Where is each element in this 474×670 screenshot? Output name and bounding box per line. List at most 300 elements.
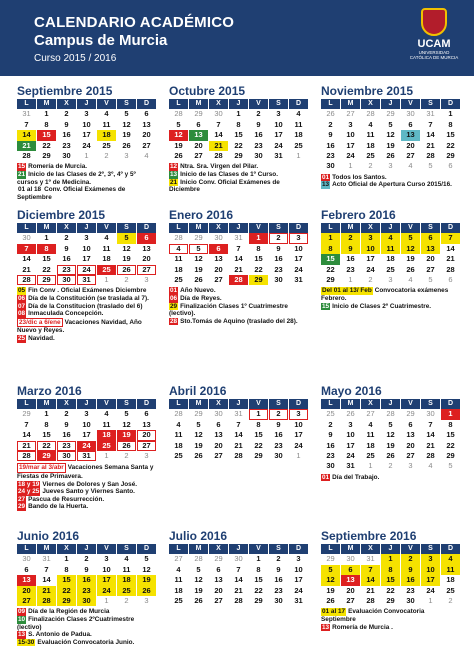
day-cell: 29: [386, 109, 395, 119]
note-item: [17, 488, 155, 496]
day-cell: 2: [256, 109, 261, 119]
day-cell: 28: [426, 450, 435, 460]
weekday-header: X: [209, 223, 228, 233]
day-cell: 20: [194, 140, 203, 150]
day-cell: 25: [386, 264, 395, 274]
note-date: 19/mar al 3/abr: [19, 464, 64, 472]
day-cell: 10: [82, 119, 91, 129]
note-date: 01 al 17: [322, 608, 346, 616]
month-title: Abril 2016: [169, 384, 227, 398]
day-cell: 19: [122, 254, 131, 264]
day-cell: 23: [326, 150, 335, 160]
day-cell: 26: [406, 264, 415, 274]
note-date: 24 y 25: [18, 488, 40, 496]
day-cell: 14: [22, 254, 31, 264]
day-cell: 1: [381, 554, 400, 564]
day-cell: 6: [144, 109, 149, 119]
day-cell: 5: [144, 554, 149, 564]
weekday-header: X: [57, 544, 76, 554]
note-text: Conv. Oficial Exámenes de Septiembre: [17, 186, 126, 201]
month-title: Noviembre 2015: [321, 84, 414, 98]
day-cell: 24: [346, 450, 355, 460]
day-cell: 11: [381, 244, 400, 254]
month-block: [166, 529, 308, 606]
weekday-header: M: [189, 99, 208, 109]
day-cell: 1: [104, 595, 109, 605]
weekday-header: L: [169, 99, 188, 109]
day-cell: 28: [22, 150, 31, 160]
day-cell: 30: [274, 595, 283, 605]
day-cell: 31: [294, 595, 303, 605]
day-cell: 3: [296, 554, 301, 564]
day-cell: 31: [346, 461, 355, 471]
day-cell: 26: [386, 450, 395, 460]
weekday-header: V: [401, 223, 420, 233]
day-cell: 5: [321, 565, 340, 575]
day-cell: 24: [294, 264, 303, 274]
day-cell: 3: [361, 233, 380, 243]
day-cell: 12: [122, 243, 131, 253]
day-cell: 11: [174, 430, 183, 440]
month-block: [318, 384, 460, 481]
weekday-header: V: [401, 399, 420, 409]
weekday-header: X: [57, 223, 76, 233]
day-cell: 3: [289, 409, 308, 419]
day-cell: 9: [84, 564, 89, 574]
day-cell: 18: [102, 254, 111, 264]
day-cell: 2: [328, 419, 333, 429]
day-cell: 23: [77, 586, 96, 596]
day-cell: 4: [408, 274, 413, 284]
day-cell: 8: [256, 419, 261, 429]
day-cell: 25: [174, 450, 183, 460]
weekday-header: M: [37, 99, 56, 109]
day-cell: 31: [22, 109, 31, 119]
note-text: Pascua de Resurrección.: [28, 495, 105, 503]
day-cell: 21: [234, 440, 243, 450]
day-cell: 4: [441, 554, 460, 564]
day-cell: 30: [22, 554, 31, 564]
day-cell: 16: [62, 254, 71, 264]
day-cell: 14: [426, 130, 435, 140]
month-grid: [321, 223, 460, 285]
note-item: [17, 310, 155, 318]
day-cell: 19: [137, 575, 156, 585]
day-cell: 2: [368, 274, 373, 284]
day-cell: 29: [326, 274, 335, 284]
month-grid: [17, 544, 156, 606]
day-cell: 27: [17, 596, 36, 606]
day-cell: 1: [104, 274, 109, 284]
note-item: [17, 463, 155, 480]
weekday-header: S: [421, 544, 440, 554]
note-text: Inmaculada Concepción.: [28, 310, 104, 318]
note-date: 09: [18, 608, 26, 616]
weekday-header: D: [289, 223, 308, 233]
day-cell: 26: [194, 274, 203, 284]
month-grid: [17, 399, 156, 461]
day-cell: 29: [234, 150, 243, 160]
day-cell: 2: [64, 109, 69, 119]
note-item: [321, 624, 459, 632]
day-cell: 20: [17, 586, 36, 596]
day-cell: 26: [326, 595, 335, 605]
day-cell: 30: [234, 554, 243, 564]
day-cell: 30: [62, 150, 71, 160]
note-text: Día de Reyes.: [180, 294, 222, 302]
day-cell: 30: [254, 150, 263, 160]
day-cell: 5: [388, 419, 393, 429]
weekday-header: V: [401, 99, 420, 109]
note-date: 18 y 19: [18, 480, 40, 488]
day-cell: 4: [408, 161, 413, 171]
note-date: 15: [18, 163, 26, 171]
day-cell: 28: [366, 109, 375, 119]
day-cell: 31: [274, 150, 283, 160]
day-cell: 7: [24, 119, 29, 129]
day-cell: 1: [428, 595, 433, 605]
day-cell: 1: [296, 450, 301, 460]
note-item: [17, 503, 155, 511]
day-cell: 10: [82, 243, 91, 253]
day-cell: 2: [328, 119, 333, 129]
day-cell: 9: [276, 419, 281, 429]
day-cell: 26: [137, 586, 156, 596]
day-cell: 13: [421, 244, 440, 254]
day-cell: 29: [249, 275, 268, 285]
day-cell: 21: [37, 586, 56, 596]
weekday-header: X: [361, 544, 380, 554]
day-cell: 31: [77, 275, 96, 285]
day-cell: 11: [174, 254, 183, 264]
month-title: Mayo 2016: [321, 384, 382, 398]
month-grid: [169, 399, 308, 461]
day-cell: 3: [104, 554, 109, 564]
day-cell: 4: [124, 554, 129, 564]
day-cell: 10: [421, 565, 440, 575]
month-grid: [321, 99, 460, 172]
day-cell: 18: [97, 130, 116, 140]
day-cell: 9: [64, 419, 69, 429]
day-cell: 3: [388, 274, 393, 284]
day-cell: 15: [57, 575, 76, 585]
day-cell: 5: [176, 119, 181, 129]
note-text: Evaluación Convocatoria Septiembre: [321, 608, 425, 623]
note-date: 08: [18, 310, 26, 318]
day-cell: 22: [37, 441, 56, 451]
day-cell: 25: [102, 140, 111, 150]
note-date: 07: [18, 302, 26, 310]
weekday-header: M: [37, 544, 56, 554]
note-text: Día de la Región de Murcia: [28, 608, 110, 616]
day-cell: 22: [254, 264, 263, 274]
month-block: [14, 529, 156, 646]
weekday-header: M: [189, 399, 208, 409]
note-text: Finalización Clases 2ºCuatrimestre (lectivo): [17, 615, 135, 631]
day-cell: 8: [64, 564, 69, 574]
day-cell: 1: [441, 409, 460, 419]
day-cell: 8: [256, 564, 261, 574]
note-text: Inicio Conv. Oficial Exámenes de Diciembre: [169, 178, 280, 194]
day-cell: 28: [174, 409, 183, 419]
weekday-header: J: [229, 544, 248, 554]
day-cell: 19: [386, 440, 395, 450]
day-cell: 27: [406, 450, 415, 460]
month-block: [318, 529, 460, 631]
day-cell: 11: [174, 575, 183, 585]
weekday-header: D: [441, 544, 460, 554]
day-cell: 3: [388, 161, 393, 171]
day-cell: 21: [426, 140, 435, 150]
day-cell: 13: [214, 575, 223, 585]
day-cell: 1: [348, 161, 353, 171]
day-cell: 18: [117, 575, 136, 585]
day-cell: 18: [386, 254, 395, 264]
weekday-header: V: [249, 544, 268, 554]
day-cell: 9: [401, 565, 420, 575]
logo-subtext: UNIVERSIDAD CATÓLICA DE MURCIA: [409, 50, 459, 60]
weekday-header: V: [249, 99, 268, 109]
day-cell: 7: [428, 419, 433, 429]
day-cell: 17: [366, 254, 375, 264]
note-item: [17, 186, 155, 201]
day-cell: 29: [386, 595, 395, 605]
day-cell: 29: [254, 450, 263, 460]
day-cell: 15: [381, 575, 400, 585]
day-cell: 24: [366, 264, 375, 274]
month-grid: [17, 223, 156, 285]
day-cell: 24: [294, 440, 303, 450]
note-date: 01 al 18: [18, 186, 42, 194]
note-text: Romería de Murcia.: [28, 163, 88, 171]
day-cell: 31: [366, 554, 375, 564]
day-cell: 7: [441, 233, 460, 243]
day-cell: 16: [401, 575, 420, 585]
note-text: Inicio de Clases 2º Cuatrimestre.: [332, 302, 432, 310]
day-cell: 6: [408, 119, 413, 129]
day-cell: 23: [57, 265, 76, 275]
weekday-header: V: [249, 223, 268, 233]
day-cell: 22: [386, 585, 395, 595]
day-cell: 10: [102, 564, 111, 574]
day-cell: 26: [117, 441, 136, 451]
day-cell: 9: [256, 119, 261, 129]
course-year: Curso 2015 / 2016: [34, 53, 117, 64]
note-item: [17, 335, 155, 343]
day-cell: 27: [174, 554, 183, 564]
month-notes: [321, 474, 460, 482]
weekday-header: M: [189, 544, 208, 554]
day-cell: 3: [289, 233, 308, 243]
day-cell: 5: [189, 244, 208, 254]
month-title: Octubre 2015: [169, 84, 246, 98]
day-cell: 28: [194, 554, 203, 564]
day-cell: 6: [209, 244, 228, 254]
day-cell: 9: [276, 243, 281, 253]
day-cell: 19: [117, 430, 136, 440]
month-block: [166, 84, 308, 194]
weekday-header: X: [209, 399, 228, 409]
day-cell: 22: [42, 264, 51, 274]
weekday-header: S: [269, 399, 288, 409]
weekday-header: J: [381, 223, 400, 233]
day-cell: 2: [341, 233, 360, 243]
day-cell: 12: [386, 130, 395, 140]
note-item: [17, 171, 155, 186]
weekday-header: D: [289, 399, 308, 409]
weekday-header: J: [381, 99, 400, 109]
day-cell: 6: [216, 564, 221, 574]
note-text: Sto.Tomás de Aquino (traslado del 28).: [180, 317, 298, 325]
note-date: 13: [322, 181, 330, 189]
day-cell: 3: [124, 150, 129, 160]
day-cell: 7: [24, 419, 29, 429]
day-cell: 16: [326, 440, 335, 450]
day-cell: 28: [174, 233, 183, 243]
day-cell: 13: [401, 130, 420, 140]
day-cell: 6: [448, 274, 453, 284]
day-cell: 8: [236, 119, 241, 129]
note-date: 29: [18, 503, 26, 511]
day-cell: 15: [254, 254, 263, 264]
weekday-header: J: [229, 399, 248, 409]
day-cell: 19: [194, 585, 203, 595]
day-cell: 20: [142, 254, 151, 264]
day-cell: 4: [296, 109, 301, 119]
weekday-header: X: [361, 223, 380, 233]
day-cell: 20: [426, 254, 435, 264]
note-item: [17, 608, 155, 616]
day-cell: 9: [276, 564, 281, 574]
day-cell: 15: [42, 254, 51, 264]
note-item: [169, 179, 307, 194]
day-cell: 10: [294, 419, 303, 429]
note-date: 12: [170, 163, 178, 171]
weekday-header: M: [341, 544, 360, 554]
day-cell: 16: [274, 430, 283, 440]
note-text: Día del Trabajo.: [332, 473, 380, 481]
day-cell: 16: [77, 575, 96, 585]
day-cell: 5: [448, 461, 453, 471]
day-cell: 6: [421, 233, 440, 243]
day-cell: 28: [229, 275, 248, 285]
day-cell: 25: [97, 441, 116, 451]
day-cell: 7: [236, 243, 241, 253]
day-cell: 5: [117, 233, 136, 243]
note-text: Año Nuevo.: [180, 287, 216, 295]
day-cell: 18: [366, 440, 375, 450]
day-cell: 22: [57, 586, 76, 596]
note-date: 06: [170, 294, 178, 302]
day-cell: 9: [64, 243, 69, 253]
note-text: Acto Oficial de Apertura Curso 2015/16.: [332, 181, 452, 189]
day-cell: 10: [346, 430, 355, 440]
day-cell: 22: [42, 140, 51, 150]
day-cell: 4: [104, 409, 109, 419]
day-cell: 8: [321, 244, 340, 254]
day-cell: 29: [57, 596, 76, 606]
month-block: [14, 208, 156, 343]
day-cell: 17: [274, 130, 283, 140]
day-cell: 15: [446, 430, 455, 440]
note-date: 01: [170, 287, 178, 295]
day-cell: 9: [64, 119, 69, 129]
note-text: S. Antonio de Padua.: [28, 631, 92, 639]
day-cell: 21: [22, 264, 31, 274]
month-notes: [17, 463, 156, 511]
day-cell: 26: [122, 140, 131, 150]
ucam-logo: [408, 8, 460, 64]
day-cell: 14: [22, 430, 31, 440]
weekday-header: D: [137, 99, 156, 109]
day-cell: 10: [294, 243, 303, 253]
day-cell: 12: [321, 575, 340, 585]
weekday-header: J: [229, 223, 248, 233]
weekday-header: L: [169, 223, 188, 233]
day-cell: 28: [37, 596, 56, 606]
day-cell: 19: [194, 264, 203, 274]
day-cell: 3: [144, 595, 149, 605]
weekday-header: M: [341, 223, 360, 233]
day-cell: 2: [64, 233, 69, 243]
note-item: [321, 608, 459, 623]
month-grid: [321, 399, 460, 472]
day-cell: 5: [196, 564, 201, 574]
weekday-header: L: [169, 544, 188, 554]
day-cell: 23: [254, 140, 263, 150]
day-cell: 25: [97, 265, 116, 275]
weekday-header: L: [321, 223, 340, 233]
day-cell: 22: [326, 264, 335, 274]
note-text: Ntra. Sra. Virgen del Pilar.: [180, 163, 259, 171]
weekday-header: S: [421, 399, 440, 409]
logo-text: UCAM: [417, 38, 451, 50]
day-cell: 23: [274, 585, 283, 595]
month-block: [166, 384, 308, 461]
month-notes: [17, 608, 156, 646]
day-cell: 29: [42, 150, 51, 160]
day-cell: 8: [448, 119, 453, 129]
day-cell: 25: [446, 585, 455, 595]
note-item: [17, 295, 155, 303]
day-cell: 27: [366, 409, 375, 419]
day-cell: 10: [294, 564, 303, 574]
note-text: Fin Conv . Oficial Exámenes Diciembre: [28, 287, 147, 295]
note-item: [169, 287, 307, 295]
day-cell: 30: [214, 233, 223, 243]
note-date: 10: [18, 615, 26, 623]
day-cell: 5: [124, 109, 129, 119]
day-cell: 28: [446, 264, 455, 274]
day-cell: 11: [441, 565, 460, 575]
month-notes: [169, 163, 308, 193]
day-cell: 13: [142, 243, 151, 253]
day-cell: 29: [214, 554, 223, 564]
day-cell: 4: [104, 233, 109, 243]
weekday-header: J: [77, 99, 96, 109]
weekday-header: J: [77, 223, 96, 233]
weekday-header: V: [97, 399, 116, 409]
day-cell: 12: [386, 430, 395, 440]
note-item: [17, 303, 155, 311]
note-date: 13: [18, 631, 26, 639]
day-cell: 28: [17, 275, 36, 285]
day-cell: 6: [196, 119, 201, 129]
day-cell: 16: [62, 130, 71, 140]
day-cell: 15: [254, 430, 263, 440]
day-cell: 24: [97, 586, 116, 596]
day-cell: 11: [102, 119, 111, 129]
